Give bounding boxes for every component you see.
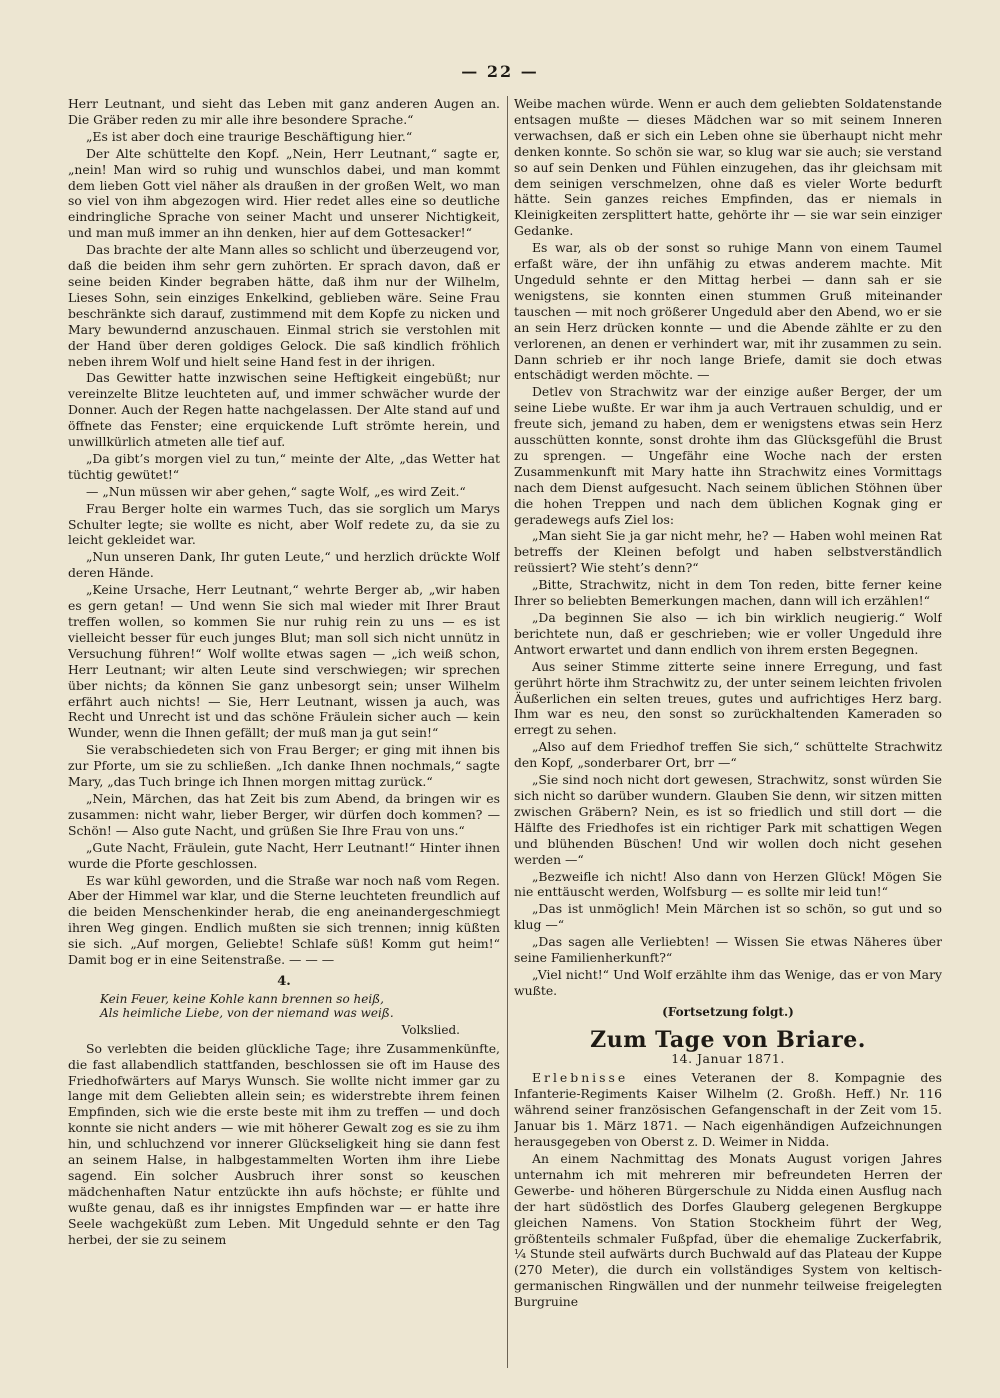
paragraph: Frau Berger holte ein warmes Tuch, das sie sorglich um Marys Schulter legte; sie wollte es nicht, aber Wolf redete zu, da sie zu leicht gekleidet war. <box>68 500 500 548</box>
verse-source: Volkslied. <box>401 1022 460 1037</box>
paragraph: Das brachte der alte Mann alles so schlicht und überzeugend vor, daß die beiden ihm sehr gern zuhörten. Er sprach davon, daß er seine beiden Kinder begraben hätte, daß ihm nur der Wilhelm, Lieses Sohn, sein einziges Enkelkind, geblieben wäre. Seine Frau beschränkte sich darauf, zustimmend mit dem Kopfe zu nicken und Mary bewundernd anzuschauen. Einmal strich sie verstohlen mit der Hand über deren goldiges Gelock. Die saß kindlich fröhlich neben ihrem Wolf und hielt seine Hand fest in der ihrigen. <box>68 242 500 369</box>
paragraph: „Nein, Märchen, das hat Zeit bis zum Abend, da bringen wir es zusammen: nicht wahr, lieber Berger, wir dürfen doch kommen? — Schön! — Also gute Nacht, und grüßen Sie Ihre Frau von uns.“ <box>68 790 500 838</box>
paragraph: „Es ist aber doch eine traurige Beschäftigung hier.“ <box>86 128 413 144</box>
paragraph: Der Alte schüttelte den Kopf. „Nein, Herr Leutnant,“ sagte er, „nein! Man wird so ruhig und wunschlos dabei, und man kommt dem lieben Gott viel näher als draußen in der großen Welt, wo man so viel von ihm abgezogen wird. Hier redet alles eine so deutliche eindringliche Sprache von seiner Macht und unserer Nichtigkeit, und man muß immer an ihn denken, hier auf dem Gottesacker!“ <box>68 145 500 241</box>
paragraph: „Sie sind noch nicht dort gewesen, Strachwitz, sonst würden Sie sich nicht so darüber wundern. Glauben Sie denn, wir sitzen mitten zwischen Gräbern? Nein, es ist so friedlich und still dort — die Hälfte des Friedhofes ist ein richtiger Park mit schattigen Wegen und blühenden Büschen! Und wir wollen doch nicht gesehen werden —“ <box>514 772 942 867</box>
paragraph: Das Gewitter hatte inzwischen seine Heftigkeit eingebüßt; nur vereinzelte Blitze leuchteten auf, und immer schwächer wurde der Donner. Auch der Regen hatte nachgelassen. Der Alte stand auf und öffnete das Fenster; eine erquickende Luft strömte herein, und unwillkürlich atmeten alle tief auf. <box>68 370 500 450</box>
paragraph: Detlev von Strachwitz war der einzige außer Berger, der um seine Liebe wußte. Er war ihm ja auch Vertrauen schuldig, und er freute sich, jemand zu haben, dem er wenigstens etwas sein Herz ausschütten konnte, sonst drohte ihm das Glücksgefühl die Brust zu sprengen. — Ungefähr eine Woche nach der ersten Zusammenkunft mit Mary hatte ihn Strachwitz eines Vormittags nach dem Dienst aufgesucht. Nach seinem üblichen Stöhnen über die hohen Treppen und nach dem üblichen Kognak ging er geradewegs aufs Ziel los: <box>514 384 942 527</box>
epigraph-verse <box>100 992 500 1021</box>
paragraph: Es war kühl geworden, und die Straße war noch naß vom Regen. Aber der Himmel war klar, und die Sterne leuchteten freundlich auf die beiden Menschenkinder herab, die eng aneinandergeschmiegt ihren Weg gingen. Endlich mußten sie sich trennen; innig küßten sie sich. „Auf morgen, Geliebte! Schlafe süß! Komm gut heim!“ Damit bog er in eine Seitenstraße. — — — <box>68 872 500 968</box>
paragraph: „Keine Ursache, Herr Leutnant,“ wehrte Berger ab, „wir haben es gern getan! — Und wenn Sie sich mal wieder mit Ihrer Braut treffen wollen, so kommen Sie nur ruhig rein zu uns — es ist vielleicht besser für euch junges Blut; man soll sich nicht unnütz in Versuchung führen!“ Wolf wollte etwas sagen — „ich weiß schon, Herr Leutnant; wir alten Leute sind verschwiegen; wir sprechen über nichts; da können Sie ganz unbesorgt sein; unser Wilhelm erfährt auch nichts! — Sie, Herr Leutnant, wissen ja auch, was Recht und Unrecht ist und das schöne Fräulein sicher auch — kein Wunder, wenn die Ihnen gefällt; der muß man ja gut sein!“ <box>68 582 500 741</box>
paragraph: Aus seiner Stimme zitterte seine innere Erregung, und fast gerührt hörte ihm Strachwitz zu, der unter seinem leichten frivolen Äußerlichen ein selten treues, gutes und aufrichtiges Herz barg. Ihm war es neu, den sonst so zurückhaltenden Kameraden so erregt zu sehen. <box>514 658 942 738</box>
paragraph: — „Nun müssen wir aber gehen,“ sagte Wolf, „es wird Zeit.“ <box>86 483 466 499</box>
paragraph: „Das sagen alle Verliebten! — Wissen Sie etwas Näheres über seine Familienherkunft?“ <box>514 934 942 966</box>
paragraph: „Da gibt’s morgen viel zu tun,“ meinte der Alte, „das Wetter hat tüchtig gewütet!“ <box>68 450 500 482</box>
verse-line: Kein Feuer, keine Kohle kann brennen so heiß, <box>100 991 384 1006</box>
page-number: — 22 — <box>461 62 539 81</box>
paragraph: „Man sieht Sie ja gar nicht mehr, he? — Haben wohl meinen Rat betreffs der Kleinen befolgt und haben selbstverständlich reüssiert? Wie steht’s denn?“ <box>514 528 942 576</box>
paragraph: „Da beginnen Sie also — ich bin wirklich neugierig.“ Wolf berichtete nun, daß er geschrieben; wie er voller Ungeduld ihre Antwort erwartet und dann endlich von ihrem ersten Begegnen. <box>514 610 942 657</box>
paragraph: „Gute Nacht, Fräulein, gute Nacht, Herr Leutnant!“ Hinter ihnen wurde die Pforte geschlossen. <box>68 839 500 871</box>
paragraph: „Viel nicht!“ Und Wolf erzählte ihm das Wenige, das er von Mary wußte. <box>514 966 942 998</box>
paragraph: Weibe machen würde. Wenn er auch dem geliebten Soldatenstande entsagen mußte — dieses Mädchen war so mit seinem Inneren verwachsen, daß er sich ein Leben ohne sie überhaupt nicht mehr denken konnte. So schön sie war, so klug war sie auch; sie verstand so auf sein Denken und Fühlen einzugehen, das ihr gleichsam mit dem seinigen verschmelzen, ohne daß es vieler Worte bedurft hätte. Sein ganzes reiches Empfinden, das er niemals in Kleinigkeiten zersplittert hatte, gehörte ihr — sie war sein einziger Gedanke. <box>514 96 942 239</box>
article-title: Zum Tage von Briare. <box>590 1026 866 1053</box>
continuation-note: (Fortsetzung folgt.) <box>662 1004 794 1019</box>
paragraph: Herr Leutnant, und sieht das Leben mit ganz anderen Augen an. Die Gräber reden zu mir alle ihre besondere Sprache.“ <box>68 96 500 127</box>
paragraph: „Bezweifle ich nicht! Also dann von Herzen Glück! Mögen Sie nie enttäuscht werden, Wolfsburg — es sollte mir leid tun!“ <box>514 868 942 900</box>
left-column <box>68 96 500 1374</box>
article-subtitle-rest: eines Veteranen der 8. Kompagnie des Infanterie-Regiments Kaiser Wilhelm (2. Großh. Heff.) Nr. 116 während seiner französischen Gefangenschaft in der Zeit vom 15. Januar bis 1. März 1871. — Nach eigenhändigen Aufzeichnungen herausgegeben von Oberst z. D. Weimer in Nidda. <box>514 1070 942 1150</box>
paragraph: „Also auf dem Friedhof treffen Sie sich,“ schüttelte Strachwitz den Kopf, „sonderbarer Ort, brr —“ <box>514 739 942 771</box>
chapter-number: 4. <box>277 973 291 989</box>
article-subtitle <box>514 1070 942 1150</box>
paragraph: So verlebten die beiden glückliche Tage; ihre Zusammenkünfte, die fast allabendlich stattfanden, beschlossen sie oft im Hause des Friedhofwärters auf Marys Wunsch. Sie wollte nicht immer gar zu lange mit dem Geliebten allein sein; es widerstrebte ihrem feinen Empfinden, sich wie die erste beste mit ihm zu treffen — und doch konnte sie nicht anders — wie mit höherer Gewalt zog es sie zu ihm hin, und schluchzend vor innerer Glückseligkeit hing sie dann fest an seinem Halse, in halbgestammelten Worten ihm ihre Liebe sagend. Ein solcher Ausbruch ihrer sonst so keuschen mädchenhaften Natur entzückte ihn aufs höchste; er fühlte und wußte genau, daß es ihr innigstes Empfinden war — er hatte ihre Seele wachgeküßt zum Leben. Mit Ungeduld sehnte er den Tag herbei, der sie zu seinem <box>68 1040 500 1247</box>
paragraph: Sie verabschiedeten sich von Frau Berger; er ging mit ihnen bis zur Pforte, um sie zu schließen. „Ich danke Ihnen nochmals,“ sagte Mary, „das Tuch bringe ich Ihnen morgen mittag zurück.“ <box>68 742 500 790</box>
verse-line: Als heimliche Liebe, von der niemand was weiß. <box>100 1006 394 1021</box>
article-subtitle-lead: Erlebnisse <box>532 1070 629 1086</box>
article-date: 14. Januar 1871. <box>671 1050 785 1066</box>
paragraph: „Bitte, Strachwitz, nicht in dem Ton reden, bitte ferner keine Ihrer so beliebten Bemerkungen machen, dann will ich erzählen!“ <box>514 577 942 609</box>
paragraph: „Das ist unmöglich! Mein Märchen ist so schön, so gut und so klug —“ <box>514 901 942 933</box>
right-column <box>514 96 942 1374</box>
paragraph: Es war, als ob der sonst so ruhige Mann von einem Taumel erfaßt wäre, der ihn unfähig zu etwas anderem machte. Mit Ungeduld sehnte er den Mittag herbei — dann sah er sie wenigstens, sie konnten einen stummen Gruß miteinander tauschen — mit noch größerer Ungeduld aber den Abend, wo er sie an sein Herz drücken konnte — und die Abende zählte er zu den verlorenen, an denen er verhindert war, mit ihr zusammen zu sein. Dann schrieb er ihr noch lange Briefe, damit sie doch etwas entschädigt werden möchte. — <box>514 240 942 383</box>
paragraph: An einem Nachmittag des Monats August vorigen Jahres unternahm ich mit mehreren mir befreundeten Herren der Gewerbe- und höheren Bürgerschule zu Nidda einen Ausflug nach der hart südöstlich des Dorfes Glauberg gelegenen Bergkuppe gleichen Namens. Von Station Stockheim führt der Weg, größtenteils schmaler Fußpfad, über die ehemalige Zuckerfabrik, ¼ Stunde steil aufwärts durch Buchwald auf das Plateau der Kuppe (270 Meter), die durch ein vollständiges System von keltisch-germanischen Ringwällen und der nunmehr teilweise freigelegten Burgruine <box>514 1151 942 1310</box>
column-divider <box>507 96 508 1368</box>
paragraph: „Nun unseren Dank, Ihr guten Leute,“ und herzlich drückte Wolf deren Hände. <box>68 549 500 581</box>
